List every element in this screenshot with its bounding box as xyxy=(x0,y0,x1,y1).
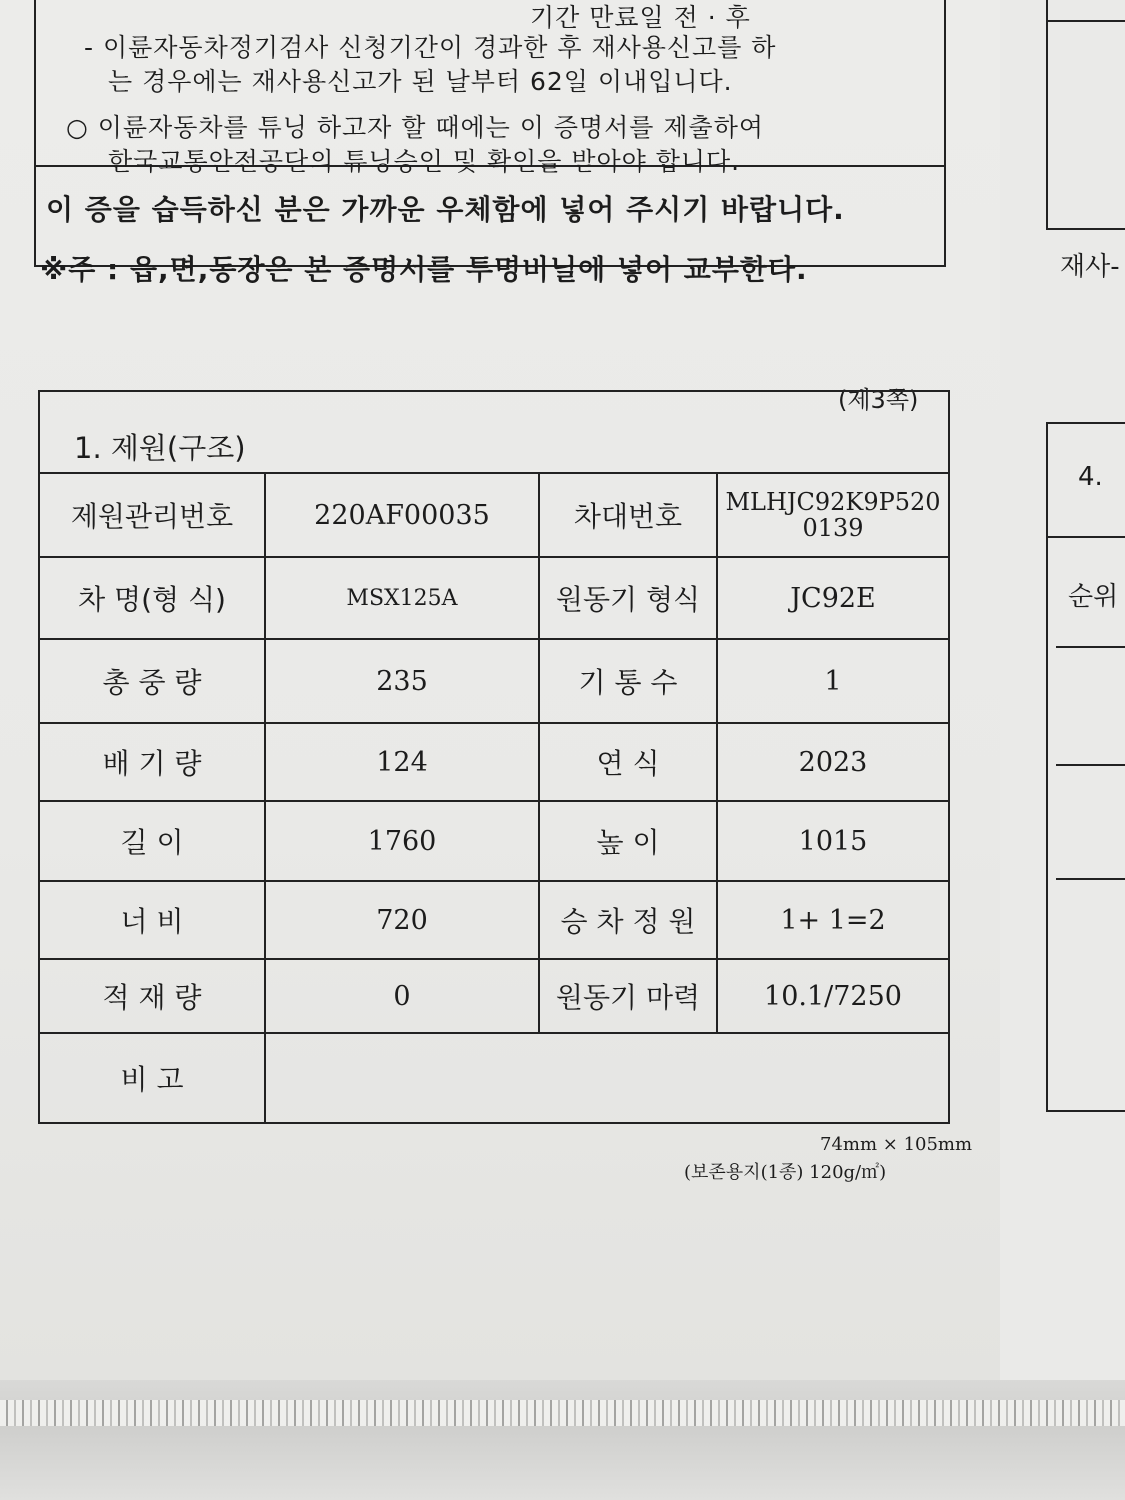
paper-size: 74mm × 105mm xyxy=(820,1134,973,1155)
label-model-name: 차 명(형 식) xyxy=(78,583,226,616)
value-vin-line-2: 0139 xyxy=(802,514,864,542)
adjacent-label-top: 재사- xyxy=(1060,252,1120,282)
label-cylinders: 기 통 수 xyxy=(578,666,678,699)
value-model-year: 2023 xyxy=(798,746,868,778)
adjacent-rule xyxy=(1056,646,1125,648)
value-displacement: 124 xyxy=(376,746,428,778)
adjacent-rule xyxy=(1046,536,1125,538)
label-engine-type: 원동기 형식 xyxy=(555,583,701,616)
value-load-capacity: 0 xyxy=(393,980,411,1012)
value-width: 720 xyxy=(376,904,428,936)
page-number: (제3쪽) xyxy=(838,386,919,414)
emphasis-text: 이 증을 습득하신 분은 가까운 우체함에 넣어 주시기 바랍니다. xyxy=(46,193,845,226)
notice-line-2: - 이륜자동차정기검사 신청기간이 경과한 후 재사용신고를 하 xyxy=(84,33,777,62)
spec-table xyxy=(38,390,950,1124)
label-model-year: 연 식 xyxy=(596,747,660,780)
notice-line-1: 기간 만료일 전 · 후 xyxy=(530,3,751,32)
label-displacement: 배 기 량 xyxy=(102,747,202,780)
value-vin xyxy=(718,474,948,556)
notice-line-5: 한국교통안전공단의 튜닝승인 및 확인을 받아야 합니다. xyxy=(108,147,741,176)
label-engine-power: 원동기 마력 xyxy=(555,981,701,1014)
value-spec-number: 220AF00035 xyxy=(314,499,490,531)
adjacent-box-top xyxy=(1046,0,1125,230)
value-engine-power: 10.1/7250 xyxy=(764,980,902,1012)
value-height: 1015 xyxy=(798,825,868,857)
value-engine-type: JC92E xyxy=(790,582,876,614)
label-seating-capacity: 승 차 정 원 xyxy=(560,905,696,938)
label-vin: 차대번호 xyxy=(573,500,683,533)
label-remarks: 비 고 xyxy=(120,1063,184,1096)
adjacent-rule xyxy=(1056,764,1125,766)
plastic-sleeve-edge xyxy=(0,1380,1125,1500)
value-remarks xyxy=(266,1034,948,1122)
section-title: 1. 제원(구조) xyxy=(74,431,246,465)
adjacent-rule xyxy=(1056,878,1125,880)
value-gross-weight: 235 xyxy=(376,665,428,697)
adjacent-box-lower xyxy=(1046,422,1125,1112)
issuing-note: ※주 : 읍,면,동장은 본 증명서를 투명비닐에 넣어 교부한다. xyxy=(40,253,808,286)
label-width: 너 비 xyxy=(120,905,184,938)
label-load-capacity: 적 재 량 xyxy=(102,981,202,1014)
adjacent-label-order: 순위 xyxy=(1068,582,1119,612)
label-gross-weight: 총 중 량 xyxy=(102,666,202,699)
value-vin-line-1: MLHJC92K9P520 xyxy=(725,488,941,516)
value-length: 1760 xyxy=(367,825,437,857)
paper-spec: (보존용지(1종) 120g/㎡) xyxy=(684,1162,887,1183)
sleeve-perforation xyxy=(0,1400,1125,1426)
notice-line-4: ○ 이륜자동차를 튜닝 하고자 할 때에는 이 증명서를 제출하여 xyxy=(66,113,764,142)
label-spec-number: 제원관리번호 xyxy=(70,500,234,533)
adjacent-section: 4. xyxy=(1078,462,1103,492)
adjacent-page xyxy=(1000,0,1125,1380)
value-seating-capacity: 1+ 1=2 xyxy=(780,904,886,936)
adjacent-rule xyxy=(1046,20,1125,22)
value-cylinders: 1 xyxy=(824,665,842,697)
value-model-name: MSX125A xyxy=(346,585,458,611)
label-length: 길 이 xyxy=(120,826,184,859)
notice-line-3: 는 경우에는 재사용신고가 된 날부터 62일 이내입니다. xyxy=(108,67,733,96)
label-height: 높 이 xyxy=(596,826,660,859)
